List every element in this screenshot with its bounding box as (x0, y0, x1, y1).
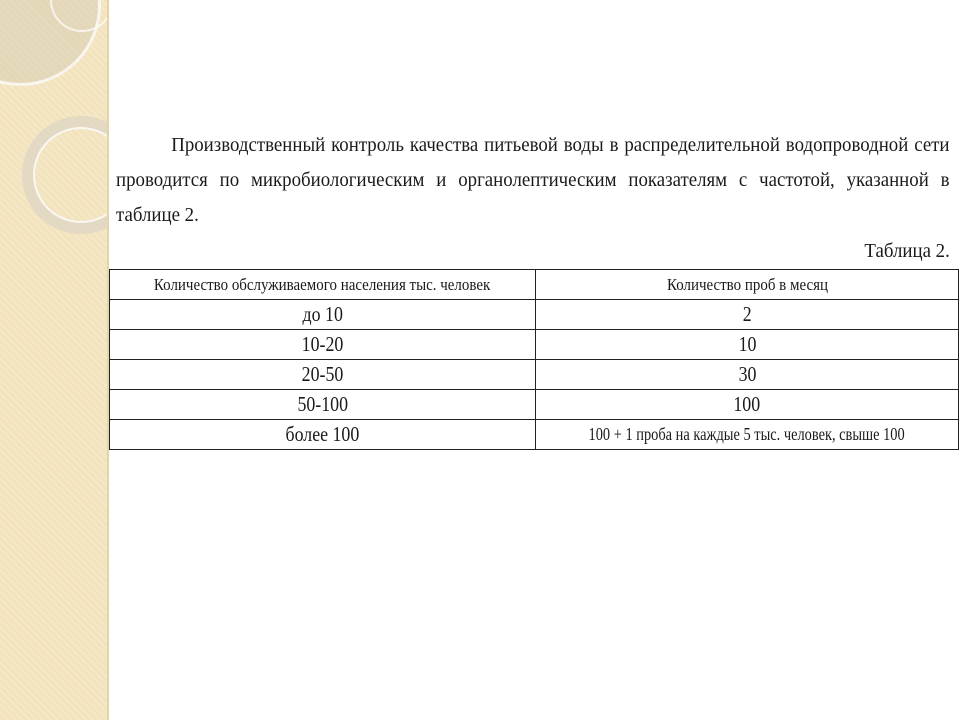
cell-population: 50-100 (110, 390, 536, 420)
table-header-row (110, 270, 959, 300)
table-row (110, 330, 959, 360)
cell-population: до 10 (110, 300, 536, 330)
table-row (110, 360, 959, 390)
cell-population: 10-20 (110, 330, 536, 360)
cell-population: более 100 (110, 420, 536, 450)
cell-samples: 2 (536, 300, 959, 330)
table-row (110, 300, 959, 330)
cell-samples: 100 (536, 390, 959, 420)
cell-samples: 100 + 1 проба на каждые 5 тыс. человек, свыше 100 (536, 420, 959, 450)
cell-samples: 30 (536, 360, 959, 390)
table-caption: Таблица 2. (864, 240, 950, 262)
sampling-table (109, 269, 959, 450)
intro-paragraph: Производственный контроль качества питьевой воды в распределительной водопроводной сети проводится по микробиологическим и органолептическим показателям с частотой, указанной в таблице 2. (116, 134, 950, 226)
cell-samples: 10 (536, 330, 959, 360)
cell-population: 20-50 (110, 360, 536, 390)
header-samples: Количество проб в месяц (536, 270, 959, 300)
decorative-side-panel (0, 0, 107, 720)
table-row (110, 390, 959, 420)
header-population: Количество обслуживаемого населения тыс. человек (110, 270, 536, 300)
table-row (110, 420, 959, 450)
